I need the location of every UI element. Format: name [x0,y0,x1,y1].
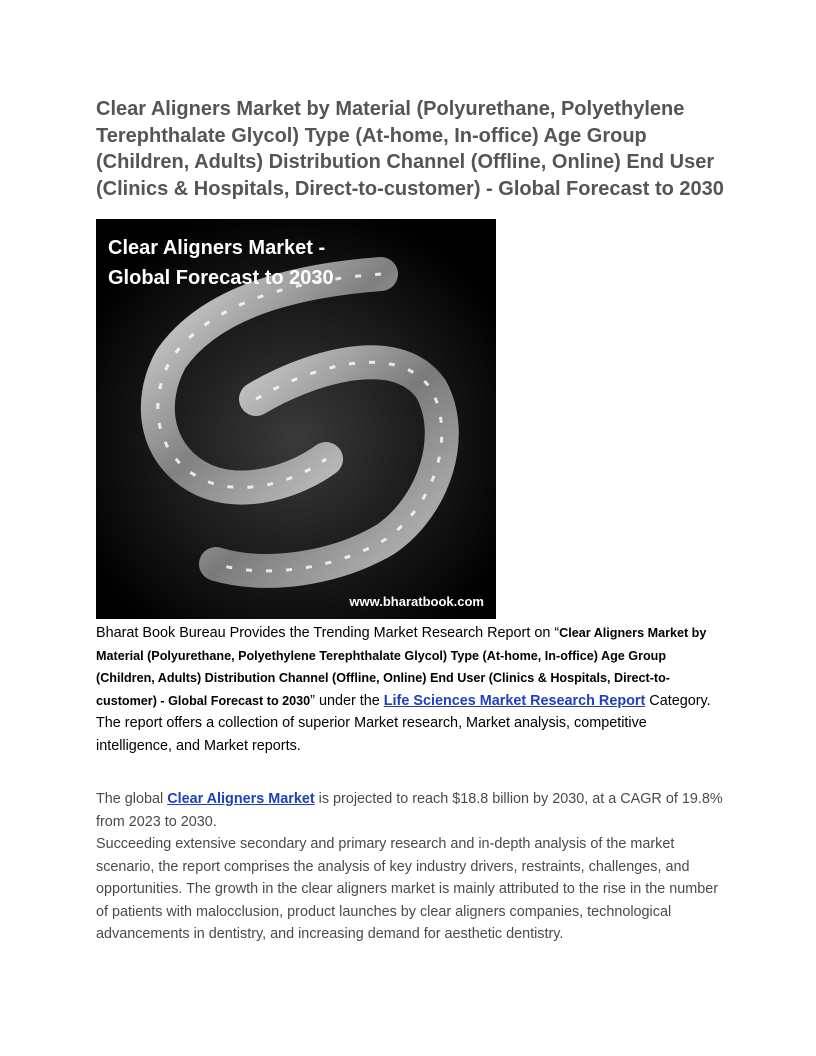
summary-prefix: The global [96,791,168,807]
hero-heading-line1: Clear Aligners Market - [108,237,326,259]
hero-image [96,219,496,619]
market-link[interactable]: Clear Aligners Market [167,791,315,807]
summary-paragraph [96,788,726,946]
page-title: Clear Aligners Market by Material (Polyurethane, Polyethylene Terephthalate Glycol) Type (At-home, In-office) Age Group (Children, Adults) Distribution Channel (Offline, Online) End User (Clinics & Hospitals, Direct-to-customer) - Global Forecast to 2030 [96,98,724,200]
intro-prefix: Bharat Book Bureau Provides the Trending Market Research Report on “ [96,625,560,641]
hero-heading-line2: Global Forecast to 2030 [108,267,334,289]
intro-suffix: Category. The report offers a collection of superior Market research, Market analysis, competitive intelligence, and Market reports. [96,692,711,754]
hero-heading [108,233,334,293]
summary-rest2: Succeeding extensive secondary and primary research and in-depth analysis of the market scenario, the report comprises the analysis of key industry drivers, restraints, challenges, and opportunities. The growth in the clear aligners market is mainly attributed to the rise in the number of patients with malocclusion, product launches by clear aligners companies, technological advancements in dentistry, and increasing demand for aesthetic dentistry. [96,836,719,942]
intro-paragraph [96,622,726,757]
intro-mid: ” under the [310,692,384,709]
summary-rest1: is projected to reach $18.8 billion by 2030, at a CAGR of 19.8% from 2023 to 2030. [96,791,723,830]
hero-url: www.bharatbook.com [349,594,484,609]
category-link[interactable]: Life Sciences Market Research Report [383,692,646,709]
intro-report-title: Clear Aligners Market by Material (Polyurethane, Polyethylene Terephthalate Glycol) Type (At-home, In-office) Age Group (Children, Adults) Distribution Channel (Offline, Online) End User (Clinics & Hospitals, Direct-to-customer) - Global Forecast to 2030 [96,626,707,708]
